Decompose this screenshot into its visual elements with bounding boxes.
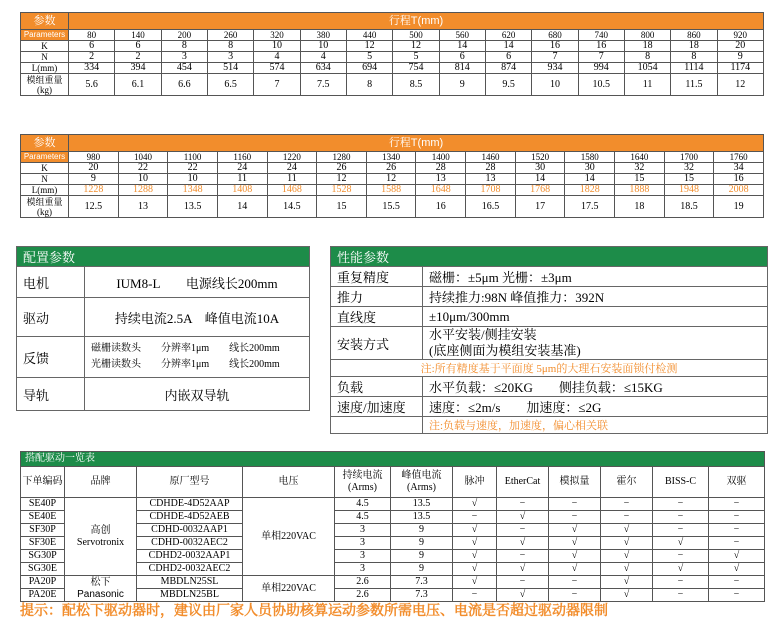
drive-table [20,451,765,602]
k-cell: 14 [485,41,531,52]
weight-cell: 10.5 [578,74,624,96]
feedback-line-2: 光栅读数头 分辨率1μm 线长200mm [91,359,280,370]
strokes-cell: 1700 [664,152,714,163]
drive-header-cell: 霍尔 [601,467,653,498]
n-cell: 8 [624,52,670,63]
k-cell: 24 [217,163,267,174]
strokes-cell: 980 [69,152,119,163]
l-cell: 1828 [565,185,615,196]
drive-cell: 9 [391,537,453,550]
drive-cell: 7.3 [391,576,453,589]
n-cell: 13 [416,174,466,185]
drive-header-cell: 峰值电流(Arms) [391,467,453,498]
n-label: N [21,52,69,63]
strokes-cell: 1760 [714,152,764,163]
l-cell: 1648 [416,185,466,196]
l-cell: 1114 [671,63,717,74]
weight-cell: 6.6 [161,74,207,96]
strokes-cell: 1460 [466,152,516,163]
drive-cell: − [709,576,765,589]
weight-cell: 9.5 [485,74,531,96]
drive-cell: √ [601,563,653,576]
weight-cell: 15 [317,196,367,218]
drive-cell: CDHD2-0032AEC2 [137,563,243,576]
drive-header-cell: 品牌 [65,467,137,498]
drive-cell: CDHD2-0032AAP1 [137,550,243,563]
stroke-table-1 [20,12,764,96]
drive-cell: − [709,524,765,537]
drive-cell: − [601,511,653,524]
n-cell: 6 [439,52,485,63]
weight-cell: 11 [624,74,670,96]
l-cell: 1348 [168,185,218,196]
stroke-label: 行程T(mm) [69,13,764,30]
brand-1: 高创 [90,524,111,536]
drive-cell: PA20P [21,576,65,589]
drive-cell: √ [497,537,549,550]
k-cell: 30 [565,163,615,174]
n-cell: 3 [207,52,253,63]
n-cell: 11 [267,174,317,185]
drive-cell: MBDLN25BL [137,589,243,602]
l-cell: 994 [578,63,624,74]
weight-label: 模组重量(kg) [21,74,69,96]
drive-cell: √ [453,550,497,563]
n-cell: 9 [717,52,763,63]
l-cell: 1948 [664,185,714,196]
l-cell: 754 [393,63,439,74]
k-cell: 16 [532,41,578,52]
drive-cell: 3 [335,563,391,576]
k-cell: 12 [393,41,439,52]
drive-cell: 4.5 [335,511,391,524]
k-cell: 8 [207,41,253,52]
drive-table-title: 搭配驱动一览表 [21,452,765,467]
drive-header-cell: 下单编码 [21,467,65,498]
drive-cell: √ [549,563,601,576]
drive-header-cell: 电压 [243,467,335,498]
drive-cell: SF30E [21,537,65,550]
drive-cell: SE40E [21,511,65,524]
performance-title: 性能参数 [331,247,768,267]
drive-cell: √ [601,550,653,563]
drive-cell: 单相220VAC [243,576,335,602]
brand-2-en: Panasonic [77,588,124,600]
drive-cell: − [453,511,497,524]
drive-cell: − [497,550,549,563]
weight-cell: 11.5 [671,74,717,96]
drive-cell: 9 [391,550,453,563]
drive-cell: − [709,498,765,511]
n-cell: 7 [532,52,578,63]
k-cell: 24 [267,163,317,174]
drive-cell: √ [453,524,497,537]
strokes-cell: 320 [254,30,300,41]
weight-cell: 17.5 [565,196,615,218]
n-cell: 11 [217,174,267,185]
parameters-label: Parameters [21,152,69,163]
brand-2: 松下 [90,576,111,588]
k-cell: 22 [118,163,168,174]
drive-cell: √ [709,550,765,563]
weight-cell: 10 [532,74,578,96]
drive-cell: 13.5 [391,498,453,511]
feedback-line-1: 磁栅读数头 分辨率1μm 线长200mm [91,343,280,354]
k-cell: 8 [161,41,207,52]
drive-cell: √ [601,537,653,550]
drive-row [21,498,765,511]
l-cell: 1288 [118,185,168,196]
drive-cell: √ [709,563,765,576]
k-cell: 28 [416,163,466,174]
weight-cell: 13.5 [168,196,218,218]
drive-cell: SG30P [21,550,65,563]
drive-cell: − [653,589,709,602]
guide-label: 导轨 [17,378,85,411]
strokes-cell: 200 [161,30,207,41]
k-cell: 26 [317,163,367,174]
l-cell: 934 [532,63,578,74]
n-cell: 12 [317,174,367,185]
strokes-cell: 260 [207,30,253,41]
k-label: K [21,163,69,174]
l-label: L(mm) [21,63,69,74]
drive-cell: 3 [335,537,391,550]
weight-cell: 13 [118,196,168,218]
strokes-cell: 1100 [168,152,218,163]
k-cell: 20 [69,163,119,174]
drive-cell: 3 [335,550,391,563]
strokes-cell: 80 [69,30,115,41]
drive-cell: PA20E [21,589,65,602]
strokes-cell: 680 [532,30,578,41]
drive-cell: − [601,498,653,511]
param-label: 参数 [21,13,69,30]
weight-cell: 18.5 [664,196,714,218]
l-cell: 2008 [714,185,764,196]
brand-1-en: Servotronix [76,536,125,548]
performance-table [330,246,768,434]
k-cell: 34 [714,163,764,174]
n-cell: 12 [366,174,416,185]
strokes-cell: 560 [439,30,485,41]
l-cell: 514 [207,63,253,74]
drive-header-cell: BISS-C [653,467,709,498]
drive-cell: SG30E [21,563,65,576]
weight-cell: 16.5 [466,196,516,218]
drive-cell: √ [549,550,601,563]
thrust-value: 持续推力:98N 峰值推力：392N [423,287,768,307]
speed-label: 速度/加速度 [331,397,423,417]
weight-label: 模组重量(kg) [21,196,69,218]
k-cell: 32 [615,163,665,174]
strokes-cell: 1520 [515,152,565,163]
strokes-cell: 140 [115,30,161,41]
drive-cell: − [549,498,601,511]
weight-cell: 9 [439,74,485,96]
n-cell: 15 [615,174,665,185]
weight-cell: 7.5 [300,74,346,96]
load-label: 负载 [331,377,423,397]
stroke-label: 行程T(mm) [69,135,764,152]
k-cell: 20 [717,41,763,52]
drive-cell: √ [497,589,549,602]
install-value-2: (底座侧面为模组安装基准) [429,343,581,358]
drive-cell: √ [453,563,497,576]
l-cell: 1708 [466,185,516,196]
n-cell: 6 [485,52,531,63]
drive-cell: √ [601,576,653,589]
drive-cell: CDHD-0032AAP1 [137,524,243,537]
strokes-cell: 1400 [416,152,466,163]
config-title: 配置参数 [17,247,310,267]
drive-cell: MBDLN25SL [137,576,243,589]
drive-cell: √ [601,589,653,602]
k-cell: 28 [466,163,516,174]
k-cell: 6 [115,41,161,52]
drive-cell: − [653,576,709,589]
repeat-label: 重复精度 [331,267,423,287]
k-cell: 22 [168,163,218,174]
weight-cell: 8.5 [393,74,439,96]
load-value: 水平负载：≤20KG 侧挂负载：≤15KG [423,377,768,397]
strokes-cell: 1040 [118,152,168,163]
strokes-cell: 1340 [366,152,416,163]
l-cell: 874 [485,63,531,74]
tip-text: 提示：配松下驱动器时，建议由厂家人员协助核算运动参数所需电压、电流是否超过驱动器限制 [20,602,608,618]
drive-cell: − [497,524,549,537]
strokes-cell: 1580 [565,152,615,163]
k-cell: 30 [515,163,565,174]
drive-cell [65,576,137,602]
drive-cell: − [709,511,765,524]
k-cell: 18 [624,41,670,52]
strokes-cell: 500 [393,30,439,41]
drive-cell: − [653,511,709,524]
drive-cell: 4.5 [335,498,391,511]
strokes-cell: 1280 [317,152,367,163]
n-cell: 10 [118,174,168,185]
drive-cell: SE40P [21,498,65,511]
drive-cell: − [549,576,601,589]
motor-value: IUM8-L 电源线长200mm [85,267,310,298]
drive-cell: − [453,589,497,602]
repeat-value: 磁栅：±5μm 光栅：±3μm [423,267,768,287]
drive-header-cell: 原厂型号 [137,467,243,498]
weight-cell: 12 [717,74,763,96]
note-precision: 注:所有精度基于平面度 5μm的大理石安装面锁付检测 [331,360,768,377]
l-label: L(mm) [21,185,69,196]
drive-cell: √ [453,498,497,511]
drive-cell: − [497,498,549,511]
k-cell: 6 [69,41,115,52]
note-load: 注:负载与速度，加速度，偏心相关联 [423,417,768,434]
drive-cell: √ [549,524,601,537]
motor-label: 电机 [17,267,85,298]
parameters-label: Parameters [21,30,69,41]
strokes-cell: 380 [300,30,346,41]
drive-cell: − [653,550,709,563]
drive-header-cell: 模拟量 [549,467,601,498]
l-cell: 454 [161,63,207,74]
drive-cell [65,498,137,576]
l-cell: 1468 [267,185,317,196]
k-cell: 12 [346,41,392,52]
l-cell: 394 [115,63,161,74]
k-cell: 10 [300,41,346,52]
straight-value: ±10μm/300mm [423,307,768,327]
l-cell: 694 [346,63,392,74]
drive-cell: CDHDE-4D52AEB [137,511,243,524]
drive-cell: 13.5 [391,511,453,524]
drive-label: 驱动 [17,298,85,337]
stroke-table-2 [20,134,764,218]
n-cell: 9 [69,174,119,185]
drive-cell: √ [549,537,601,550]
l-cell: 1888 [615,185,665,196]
k-cell: 14 [439,41,485,52]
drive-cell: 2.6 [335,589,391,602]
weight-cell: 14.5 [267,196,317,218]
l-cell: 634 [300,63,346,74]
l-cell: 1528 [317,185,367,196]
drive-cell: − [709,537,765,550]
drive-cell: − [653,524,709,537]
strokes-cell: 620 [485,30,531,41]
drive-cell: − [497,576,549,589]
weight-cell: 6.5 [207,74,253,96]
drive-cell: √ [653,563,709,576]
drive-cell: √ [453,537,497,550]
drive-cell: 9 [391,524,453,537]
n-cell: 14 [515,174,565,185]
weight-cell: 19 [714,196,764,218]
thrust-label: 推力 [331,287,423,307]
drive-cell: 7.3 [391,589,453,602]
drive-cell: − [709,589,765,602]
drive-header-cell: 双驱 [709,467,765,498]
weight-cell: 5.6 [69,74,115,96]
strokes-cell: 740 [578,30,624,41]
guide-value: 内嵌双导轨 [85,378,310,411]
drive-header-cell: 持续电流(Arms) [335,467,391,498]
weight-cell: 16 [416,196,466,218]
drive-header-cell: 脉冲 [453,467,497,498]
strokes-cell: 860 [671,30,717,41]
l-cell: 1768 [515,185,565,196]
drive-value: 持续电流2.5A 峰值电流10A [85,298,310,337]
l-cell: 334 [69,63,115,74]
weight-cell: 12.5 [69,196,119,218]
drive-row [21,576,765,589]
n-cell: 14 [565,174,615,185]
weight-cell: 17 [515,196,565,218]
n-cell: 5 [393,52,439,63]
drive-cell: 3 [335,524,391,537]
weight-cell: 14 [217,196,267,218]
drive-cell: √ [453,576,497,589]
n-cell: 8 [671,52,717,63]
drive-cell: 单相220VAC [243,498,335,576]
n-label: N [21,174,69,185]
l-cell: 574 [254,63,300,74]
n-cell: 2 [115,52,161,63]
l-cell: 1228 [69,185,119,196]
install-label: 安装方式 [331,327,423,360]
n-cell: 3 [161,52,207,63]
drive-cell: SF30P [21,524,65,537]
drive-header-cell: EtherCat [497,467,549,498]
l-cell: 814 [439,63,485,74]
k-cell: 32 [664,163,714,174]
strokes-cell: 1640 [615,152,665,163]
weight-cell: 15.5 [366,196,416,218]
weight-cell: 8 [346,74,392,96]
install-value-1: 水平安装/侧挂安装 [429,327,537,342]
l-cell: 1174 [717,63,763,74]
l-cell: 1588 [366,185,416,196]
speed-value: 速度：≤2m/s 加速度：≤2G [423,397,768,417]
n-cell: 10 [168,174,218,185]
n-cell: 16 [714,174,764,185]
k-label: K [21,41,69,52]
n-cell: 13 [466,174,516,185]
straight-label: 直线度 [331,307,423,327]
strokes-cell: 1160 [217,152,267,163]
drive-cell: CDHD-0032AEC2 [137,537,243,550]
n-cell: 4 [300,52,346,63]
drive-cell: √ [601,524,653,537]
strokes-cell: 920 [717,30,763,41]
n-cell: 15 [664,174,714,185]
drive-cell: √ [497,563,549,576]
drive-cell: − [549,589,601,602]
strokes-cell: 1220 [267,152,317,163]
n-cell: 4 [254,52,300,63]
n-cell: 2 [69,52,115,63]
n-cell: 7 [578,52,624,63]
strokes-cell: 440 [346,30,392,41]
strokes-cell: 800 [624,30,670,41]
k-cell: 26 [366,163,416,174]
l-cell: 1408 [217,185,267,196]
feedback-label: 反馈 [17,337,85,378]
weight-cell: 7 [254,74,300,96]
drive-cell: − [549,511,601,524]
drive-cell: √ [497,511,549,524]
param-label: 参数 [21,135,69,152]
drive-cell: − [653,498,709,511]
drive-cell: CDHDE-4D52AAP [137,498,243,511]
k-cell: 18 [671,41,717,52]
drive-cell: 9 [391,563,453,576]
k-cell: 16 [578,41,624,52]
drive-cell: √ [653,537,709,550]
n-cell: 5 [346,52,392,63]
drive-cell: 2.6 [335,576,391,589]
weight-cell: 6.1 [115,74,161,96]
config-table [16,246,310,411]
l-cell: 1054 [624,63,670,74]
weight-cell: 18 [615,196,665,218]
k-cell: 10 [254,41,300,52]
